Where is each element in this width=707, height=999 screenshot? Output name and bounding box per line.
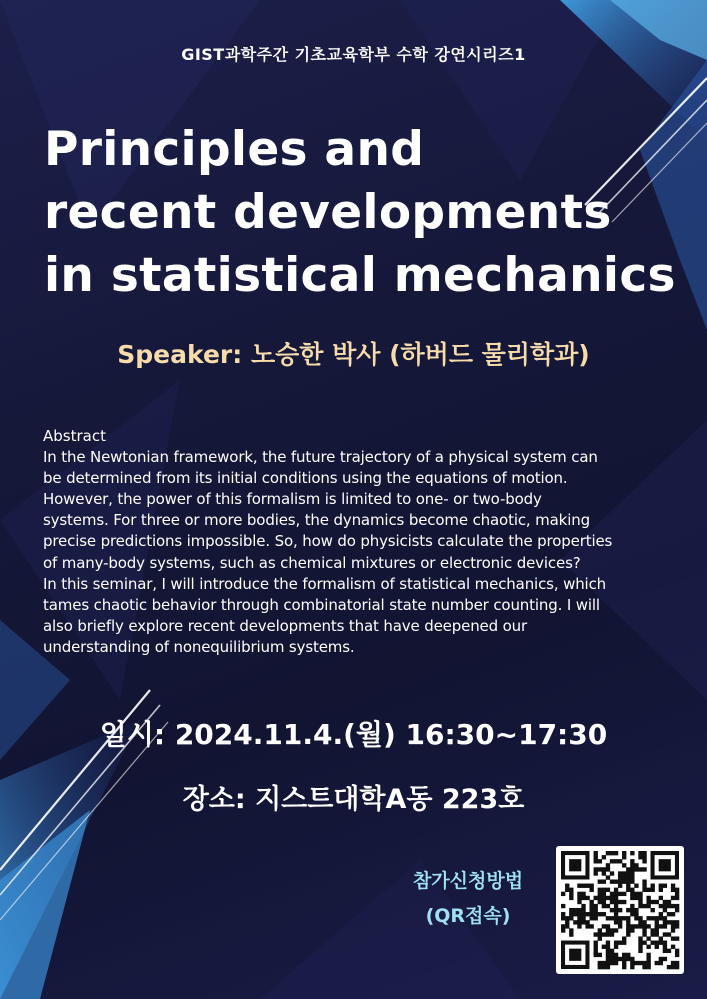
speaker: Speaker: 노승한 박사 (하버드 물리학과) — [117, 340, 590, 369]
abstract-line: systems. For three or more bodies, the dynamics become chaotic, making — [43, 511, 590, 530]
qr-code-icon[interactable] — [556, 846, 684, 974]
abstract-line: In this seminar, I will introduce the formalism of statistical mechanics, which — [43, 574, 607, 593]
registration-info — [384, 864, 552, 934]
abstract-line: of many-body systems, such as chemical mixtures or electronic devices? — [43, 553, 581, 572]
qr-code-graphic — [556, 846, 684, 974]
abstract-line: In the Newtonian framework, the future trajectory of a physical system can — [43, 448, 598, 467]
event-venue: 장소: 지스트대학A동 223호 — [182, 784, 525, 815]
abstract-line: However, the power of this formalism is limited to one- or two-body — [43, 490, 542, 509]
talk-title-line: recent developments — [44, 185, 612, 240]
series-title: GIST과학주간 기초교육학부 수학 강연시리즈1 — [181, 45, 526, 64]
talk-title-line: in statistical mechanics — [44, 248, 676, 303]
event-datetime: 일시: 2024.11.4.(월) 16:30~17:30 — [99, 718, 608, 751]
talk-title-line: Principles and — [44, 122, 425, 177]
registration-method: 참가신청방법 — [412, 870, 524, 892]
abstract-line: be determined from its initial conditions using the equations of motion. — [43, 469, 568, 488]
abstract — [43, 426, 673, 658]
registration-hint: (QR접속) — [425, 905, 511, 927]
talk-title — [44, 118, 684, 307]
abstract-line: also briefly explore recent developments that have deepened our — [43, 616, 528, 635]
abstract-line: precise predictions impossible. So, how do physicists calculate the properties — [43, 532, 613, 551]
abstract-line: understanding of nonequilibrium systems. — [43, 637, 355, 656]
abstract-label: Abstract — [43, 427, 106, 445]
abstract-line: tames chaotic behavior through combinatorial state number counting. I will — [43, 595, 600, 614]
